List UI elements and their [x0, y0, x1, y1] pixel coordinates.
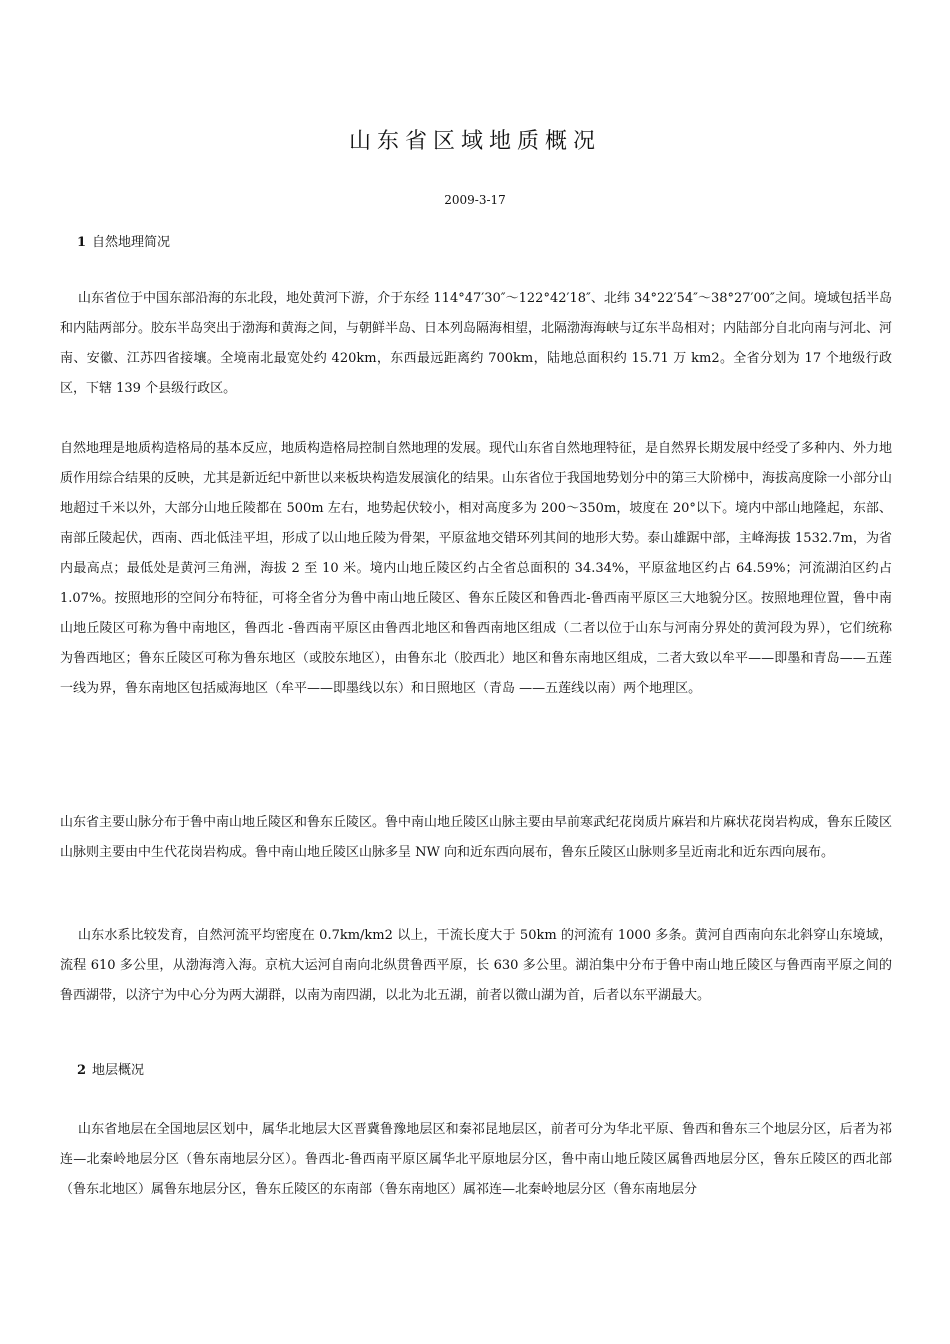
section-heading-2 [77, 1062, 144, 1080]
section-number: 2 [77, 1063, 87, 1078]
paragraph: 山东省主要山脉分布于鲁中南山地丘陵区和鲁东丘陵区。鲁中南山地丘陵区山脉主要由早前寒武纪花岗质片麻岩和片麻状花岗岩构成，鲁东丘陵区山脉则主要由中生代花岗岩构成。鲁中南山地丘陵区山脉多呈 NW 向和近东西向展布，鲁东丘陵区山脉则多呈近南北和近东西向展布。 [60, 815, 893, 860]
document-title: 山东省区域地质概况 [348, 129, 601, 154]
paragraph: 山东水系比较发育，自然河流平均密度在 0.7km/km2 以上，干流长度大于 50km 的河流有 1000 多条。黄河自西南向东北斜穿山东境域，流程 610 多公里，从渤海湾入海。京杭大运河自南向北纵贯鲁西平原，长 630 多公里。湖泊集中分布于鲁中南山地丘陵区与鲁西南平原之间的鲁西湖带，以济宁为中心分为两大湖群，以南为南四湖，以北为北五湖，前者以微山湖为首，后者以东平湖最大。 [60, 928, 892, 1003]
section-number: 1 [77, 235, 87, 250]
document-date: 2009-3-17 [444, 193, 506, 207]
section-heading-1 [77, 234, 170, 252]
section-title: 地层概况 [92, 1063, 145, 1078]
section-title: 自然地理简况 [92, 235, 171, 250]
paragraph: 山东省地层在全国地层区划中，属华北地层大区晋冀鲁豫地层区和秦祁昆地层区，前者可分为华北平原、鲁西和鲁东三个地层分区，后者为祁连—北秦岭地层分区（鲁东南地层分区）。鲁西北-鲁西南平原区属华北平原地层分区，鲁中南山地丘陵区属鲁西地层分区，鲁东丘陵区的西北部（鲁东北地区）属鲁东地层分区，鲁东丘陵区的东南部（鲁东南地区）属祁连—北秦岭地层分区（鲁东南地层分 [60, 1122, 892, 1197]
paragraph: 自然地理是地质构造格局的基本反应，地质构造格局控制自然地理的发展。现代山东省自然地理特征，是自然界长期发展中经受了多种内、外力地质作用综合结果的反映，尤其是新近纪中新世以来板块构造发展演化的结果。山东省位于我国地势划分中的第三大阶梯中，海拔高度除一小部分山地超过千米以外，大部分山地丘陵都在 500m 左右，地势起伏较小，相对高度多为 200～350m，坡度在 20°以下。境内中部山地隆起，东部、南部丘陵起伏，西南、西北低洼平坦，形成了以山地丘陵为骨架，平原盆地交错环列其间的地形大势。泰山雄踞中部，主峰海拔 1532.7m，为省内最高点；最低处是黄河三角洲，海拔 2 至 10 米。境内山地丘陵区约占全省总面积的 34.34%，平原盆地区约占 64.59%；河流湖泊区约占 1.07%。按照地形的空间分布特征，可将全省分为鲁中南山地丘陵区、鲁东丘陵区和鲁西北-鲁西南平原区三大地貌分区。按照地理位置，鲁中南山地丘陵区可称为鲁中南地区，鲁西北 -鲁西南平原区由鲁西北地区和鲁西南地区组成（二者以位于山东与河南分界处的黄河段为界），它们统称为鲁西地区；鲁东丘陵区可称为鲁东地区（或胶东地区），由鲁东北（胶西北）地区和鲁东南地区组成，二者大致以牟平——即墨和青岛——五莲一线为界，鲁东南地区包括威海地区（牟平——即墨线以东）和日照地区（青岛 ——五莲线以南）两个地理区。 [60, 441, 893, 696]
paragraph: 山东省位于中国东部沿海的东北段，地处黄河下游，介于东经 114°47′30″～122°42′18″、北纬 34°22′54″～38°27′00″之间。境域包括半岛和内陆两部分。胶东半岛突出于渤海和黄海之间，与朝鲜半岛、日本列岛隔海相望，北隔渤海海峡与辽东半岛相对；内陆部分自北向南与河北、河南、安徽、江苏四省接壤。全境南北最宽处约 420km，东西最远距离约 700km，陆地总面积约 15.71 万 km2。全省分划为 17 个地级行政区，下辖 139 个县级行政区。 [60, 291, 893, 396]
